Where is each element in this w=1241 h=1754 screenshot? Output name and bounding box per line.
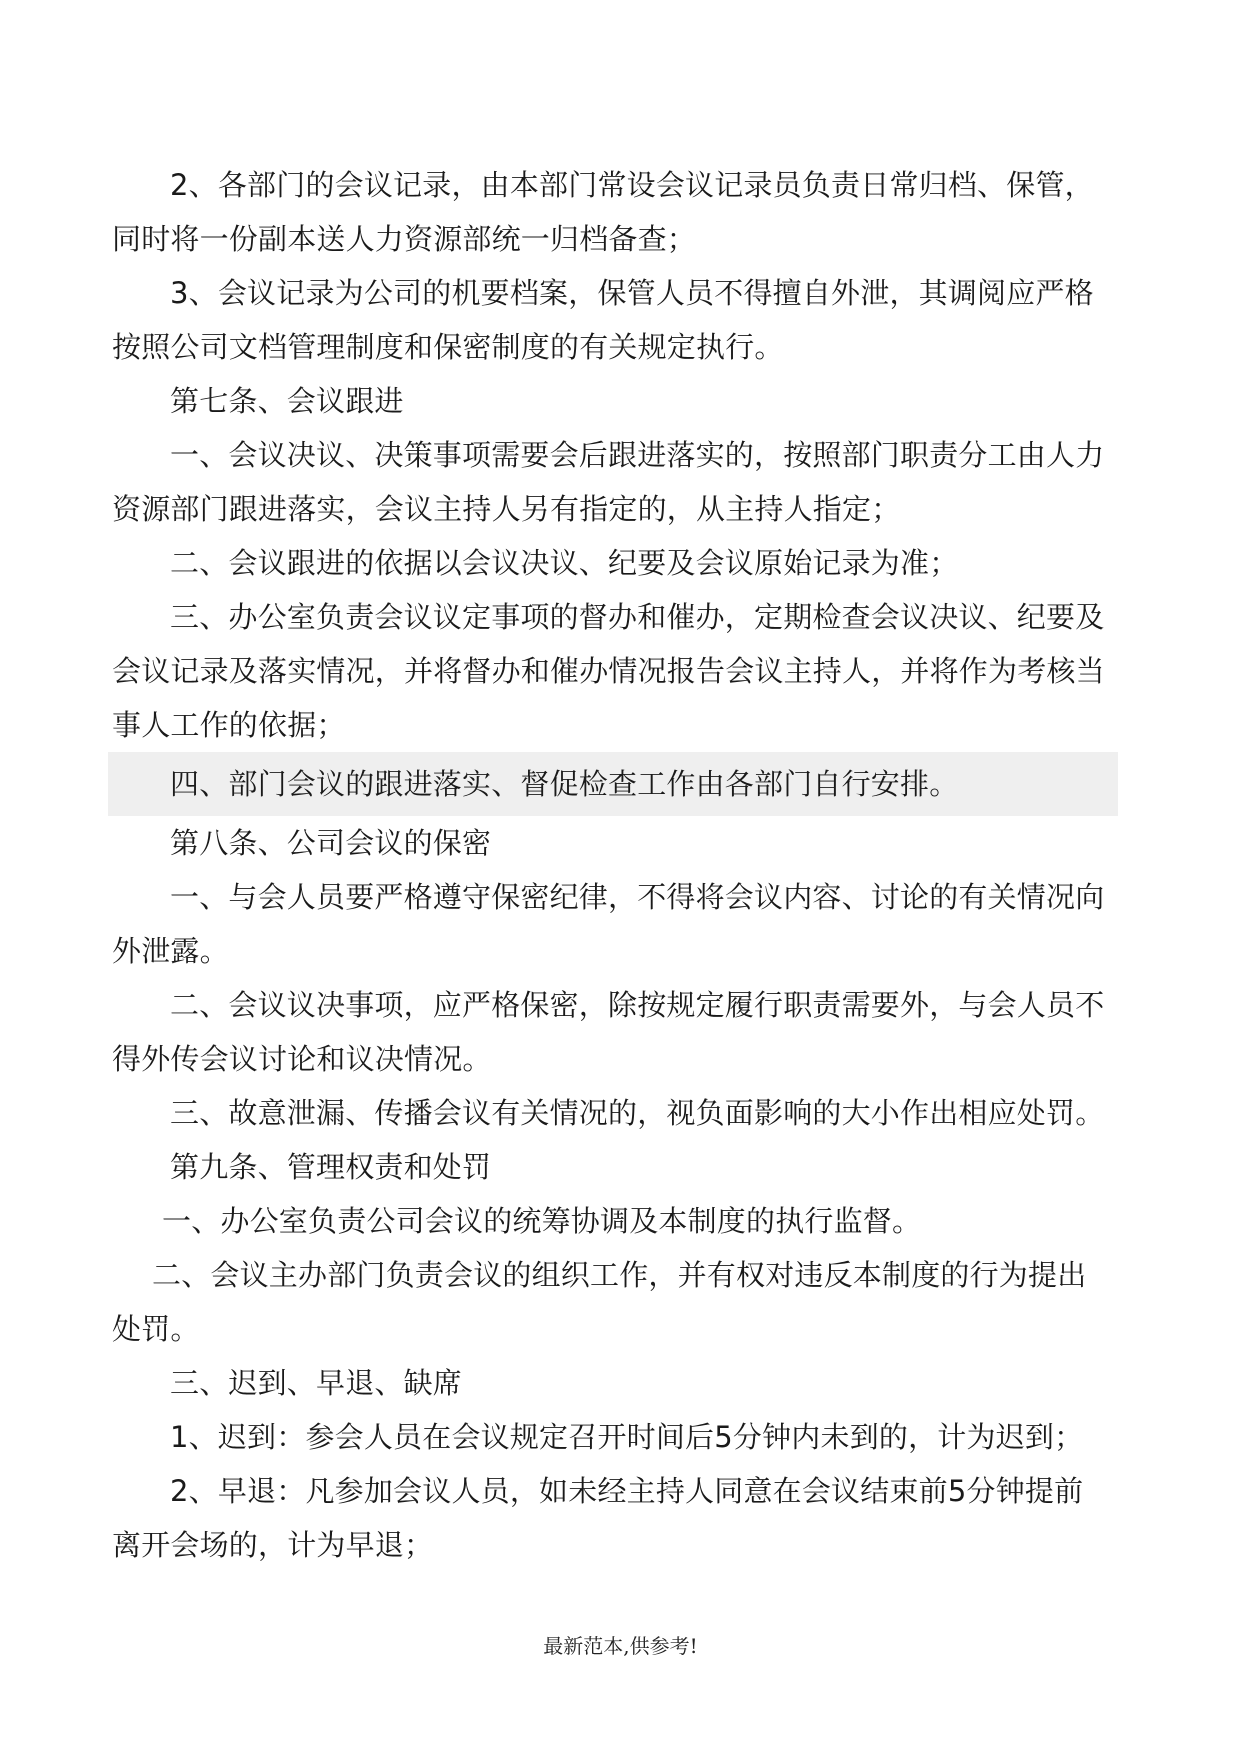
paragraph-duty-3: 三、迟到、早退、缺席 (170, 1366, 463, 1400)
article-8-heading: 第八条、公司会议的保密 (170, 826, 492, 860)
paragraph-followup-2: 二、会议跟进的依据以会议决议、纪要及会议原始记录为准； (170, 546, 959, 580)
paragraph-secrecy-2: 二、会议议决事项，应严格保密，除按规定履行职责需要外，与会人员不得外传会议讨论和议决情况。 (112, 988, 1105, 1076)
article-7-heading: 第七条、会议跟进 (170, 384, 404, 418)
paragraph-late: 1、迟到：参会人员在会议规定召开时间后5分钟内未到的，计为迟到； (170, 1420, 1084, 1454)
paragraph-followup-1: 一、会议决议、决策事项需要会后跟进落实的，按照部门职责分工由人力资源部门跟进落实，会议主持人另有指定的，从主持人指定； (112, 438, 1105, 526)
article-9-heading: 第九条、管理权责和处罚 (170, 1150, 492, 1184)
page-footer: 最新范本,供参考! (543, 1634, 698, 1658)
paragraph-secrecy-3: 三、故意泄漏、传播会议有关情况的，视负面影响的大小作出相应处罚。 (170, 1096, 1105, 1130)
paragraph-duty-1: 一、办公室负责公司会议的统筹协调及本制度的执行监督。 (162, 1204, 922, 1238)
paragraph-records-confidential: 3、会议记录为公司的机要档案，保管人员不得擅自外泄，其调阅应严格按照公司文档管理制度和保密制度的有关规定执行。 (112, 276, 1094, 364)
paragraph-early-leave: 2、早退：凡参加会议人员，如未经主持人同意在会议结束前5分钟提前离开会场的，计为早退； (112, 1474, 1084, 1562)
paragraph-followup-4-highlighted: 四、部门会议的跟进落实、督促检查工作由各部门自行安排。 (108, 752, 1118, 816)
paragraph-duty-2: 二、会议主办部门负责会议的组织工作，并有权对违反本制度的行为提出处罚。 (112, 1258, 1087, 1346)
document-body (112, 158, 1112, 1572)
paragraph-secrecy-1: 一、与会人员要严格遵守保密纪律，不得将会议内容、讨论的有关情况向外泄露。 (112, 880, 1105, 968)
paragraph-followup-3: 三、办公室负责会议议定事项的督办和催办，定期检查会议决议、纪要及会议记录及落实情况，并将督办和催办情况报告会议主持人，并将作为考核当事人工作的依据； (112, 600, 1105, 742)
paragraph-records-archive: 2、各部门的会议记录，由本部门常设会议记录员负责日常归档、保管，同时将一份副本送人力资源部统一归档备查； (112, 168, 1094, 256)
